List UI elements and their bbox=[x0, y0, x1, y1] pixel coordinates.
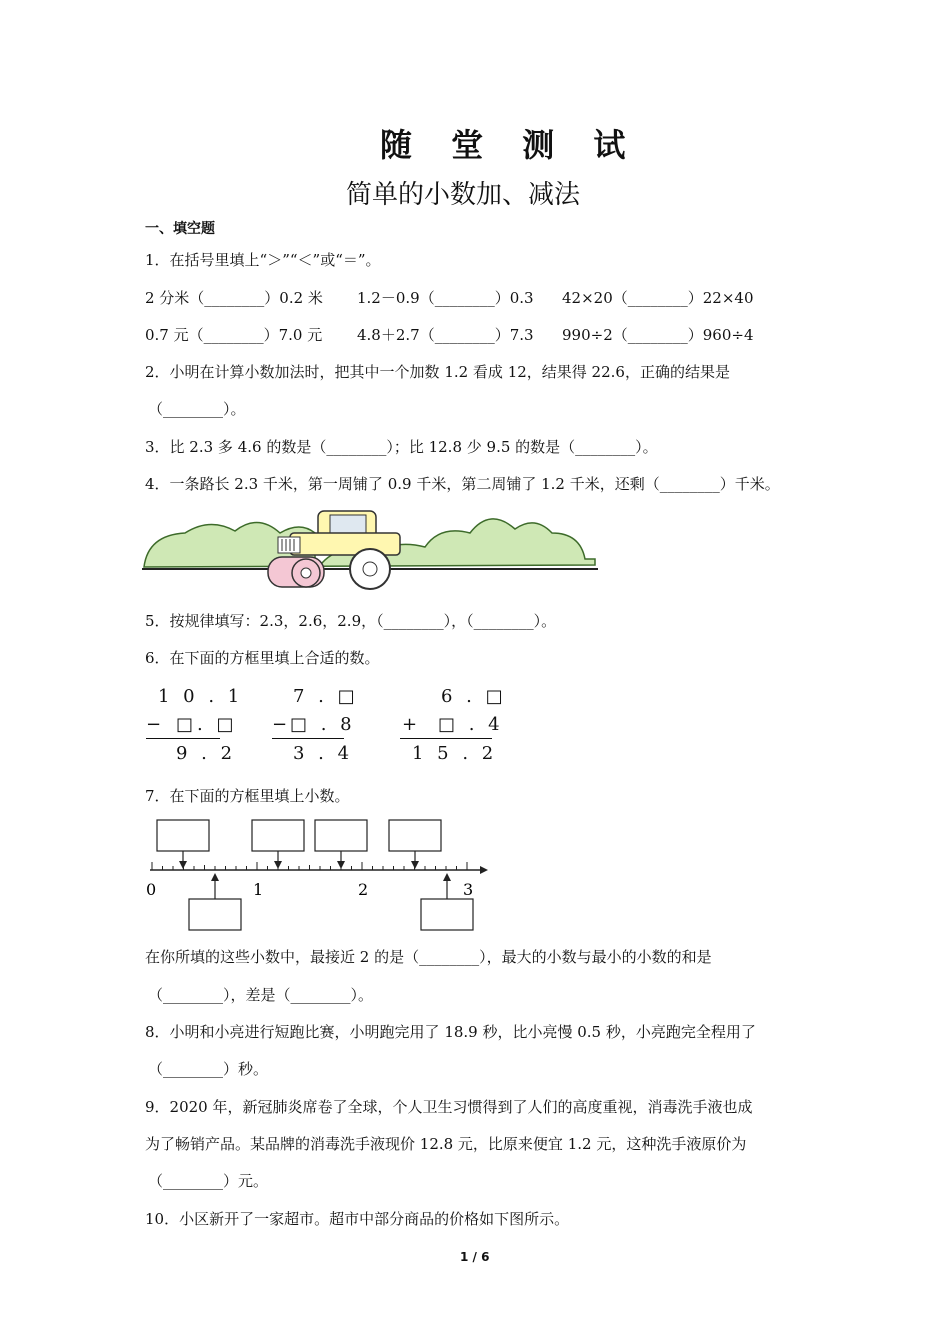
calc-2-top: 7 . □ bbox=[293, 686, 359, 707]
question-9-line2: 为了畅销产品。某品牌的消毒洗手液现价 12.8 元，比原来便宜 1.2 元，这种洗手液原价为 bbox=[145, 1135, 747, 1153]
calc-3-operator: + bbox=[402, 714, 422, 735]
tick-label: 0 bbox=[146, 880, 157, 899]
section-heading: 一、填空题 bbox=[145, 221, 215, 237]
calc-2-middle: □ . 8 bbox=[290, 714, 356, 735]
question-7-line1: 在你所填的这些小数中，最接近 2 的是（________），最大的小数与最小的小数的和是 bbox=[145, 948, 712, 966]
question-10: 10．小区新开了一家超市。超市中部分商品的价格如下图所示。 bbox=[145, 1210, 570, 1228]
calc-3-middle: □ . 4 bbox=[438, 714, 504, 735]
answer-box bbox=[389, 820, 441, 851]
question-6: 6．在下面的方框里填上合适的数。 bbox=[145, 649, 380, 667]
calc-2-operator: − bbox=[272, 714, 292, 735]
page-subtitle: 简单的小数加、减法 bbox=[346, 180, 581, 210]
q1-item: 42×20（________）22×40 bbox=[562, 289, 754, 307]
tick-label: 3 bbox=[463, 880, 474, 899]
question-8-cont: （________）秒。 bbox=[148, 1060, 269, 1078]
q1-item: 990÷2（________）960÷4 bbox=[562, 326, 754, 344]
question-7-line2: （________），差是（________）。 bbox=[148, 986, 374, 1004]
question-8: 8．小明和小亮进行短跑比赛，小明跑完用了 18.9 秒，比小亮慢 0.5 秒，小亮跑完全程用了 bbox=[145, 1023, 756, 1041]
road-roller-icon bbox=[268, 511, 400, 589]
calc-3-result: 1 5 . 2 bbox=[412, 743, 498, 764]
question-9: 9．2020 年，新冠肺炎席卷了全球，个人卫生习惯得到了人们的高度重视，消毒洗手液也成 bbox=[145, 1098, 753, 1116]
question-4: 4．一条路长 2.3 千米，第一周铺了 0.9 千米，第二周铺了 1.2 千米，还剩（________）千米。 bbox=[145, 475, 780, 493]
question-2: 2．小明在计算小数加法时，把其中一个加数 1.2 看成 12，结果得 22.6，正确的结果是 bbox=[145, 363, 730, 381]
axis-arrow-icon bbox=[480, 866, 488, 874]
calc-2-line bbox=[272, 738, 344, 739]
answer-box bbox=[315, 820, 367, 851]
question-9-line3: （________）元。 bbox=[148, 1172, 269, 1190]
answer-box bbox=[252, 820, 304, 851]
tick-label: 2 bbox=[358, 880, 369, 899]
question-3: 3．比 2.3 多 4.6 的数是（________）；比 12.8 少 9.5 的数是（________）。 bbox=[145, 438, 658, 456]
calc-3-line bbox=[400, 738, 492, 739]
calc-2-result: 3 . 4 bbox=[293, 743, 354, 764]
q1-item: 1.2－0.9（________）0.3 bbox=[357, 289, 534, 307]
page-title: 随 堂 测 试 bbox=[380, 126, 640, 164]
answer-box bbox=[421, 899, 473, 930]
calc-1-result: 9 . 2 bbox=[176, 743, 237, 764]
question-2-cont: （________）。 bbox=[148, 400, 246, 418]
page-number: 1 / 6 bbox=[460, 1250, 490, 1264]
road-roller-illustration bbox=[140, 503, 605, 598]
calc-3-top: 6 . □ bbox=[441, 686, 507, 707]
number-line-diagram bbox=[140, 815, 490, 933]
calc-1-operator: − bbox=[146, 714, 166, 735]
calc-1-top: 1 0 . 1 bbox=[158, 686, 244, 707]
q1-item: 2 分米（________）0.2 米 bbox=[145, 289, 323, 307]
answer-box bbox=[189, 899, 241, 930]
q1-item: 0.7 元（________）7.0 元 bbox=[145, 326, 323, 344]
tick-label: 1 bbox=[253, 880, 264, 899]
calc-1-middle: □. □ bbox=[176, 714, 238, 735]
calc-1-line bbox=[146, 738, 220, 739]
question-5: 5．按规律填写：2.3，2.6，2.9，（________），（________）。 bbox=[145, 612, 557, 630]
question-7: 7．在下面的方框里填上小数。 bbox=[145, 787, 350, 805]
answer-box bbox=[157, 820, 209, 851]
q1-item: 4.8＋2.7（________）7.3 bbox=[357, 326, 534, 344]
question-1: 1．在括号里填上“＞”“＜”或“＝”。 bbox=[145, 251, 381, 269]
